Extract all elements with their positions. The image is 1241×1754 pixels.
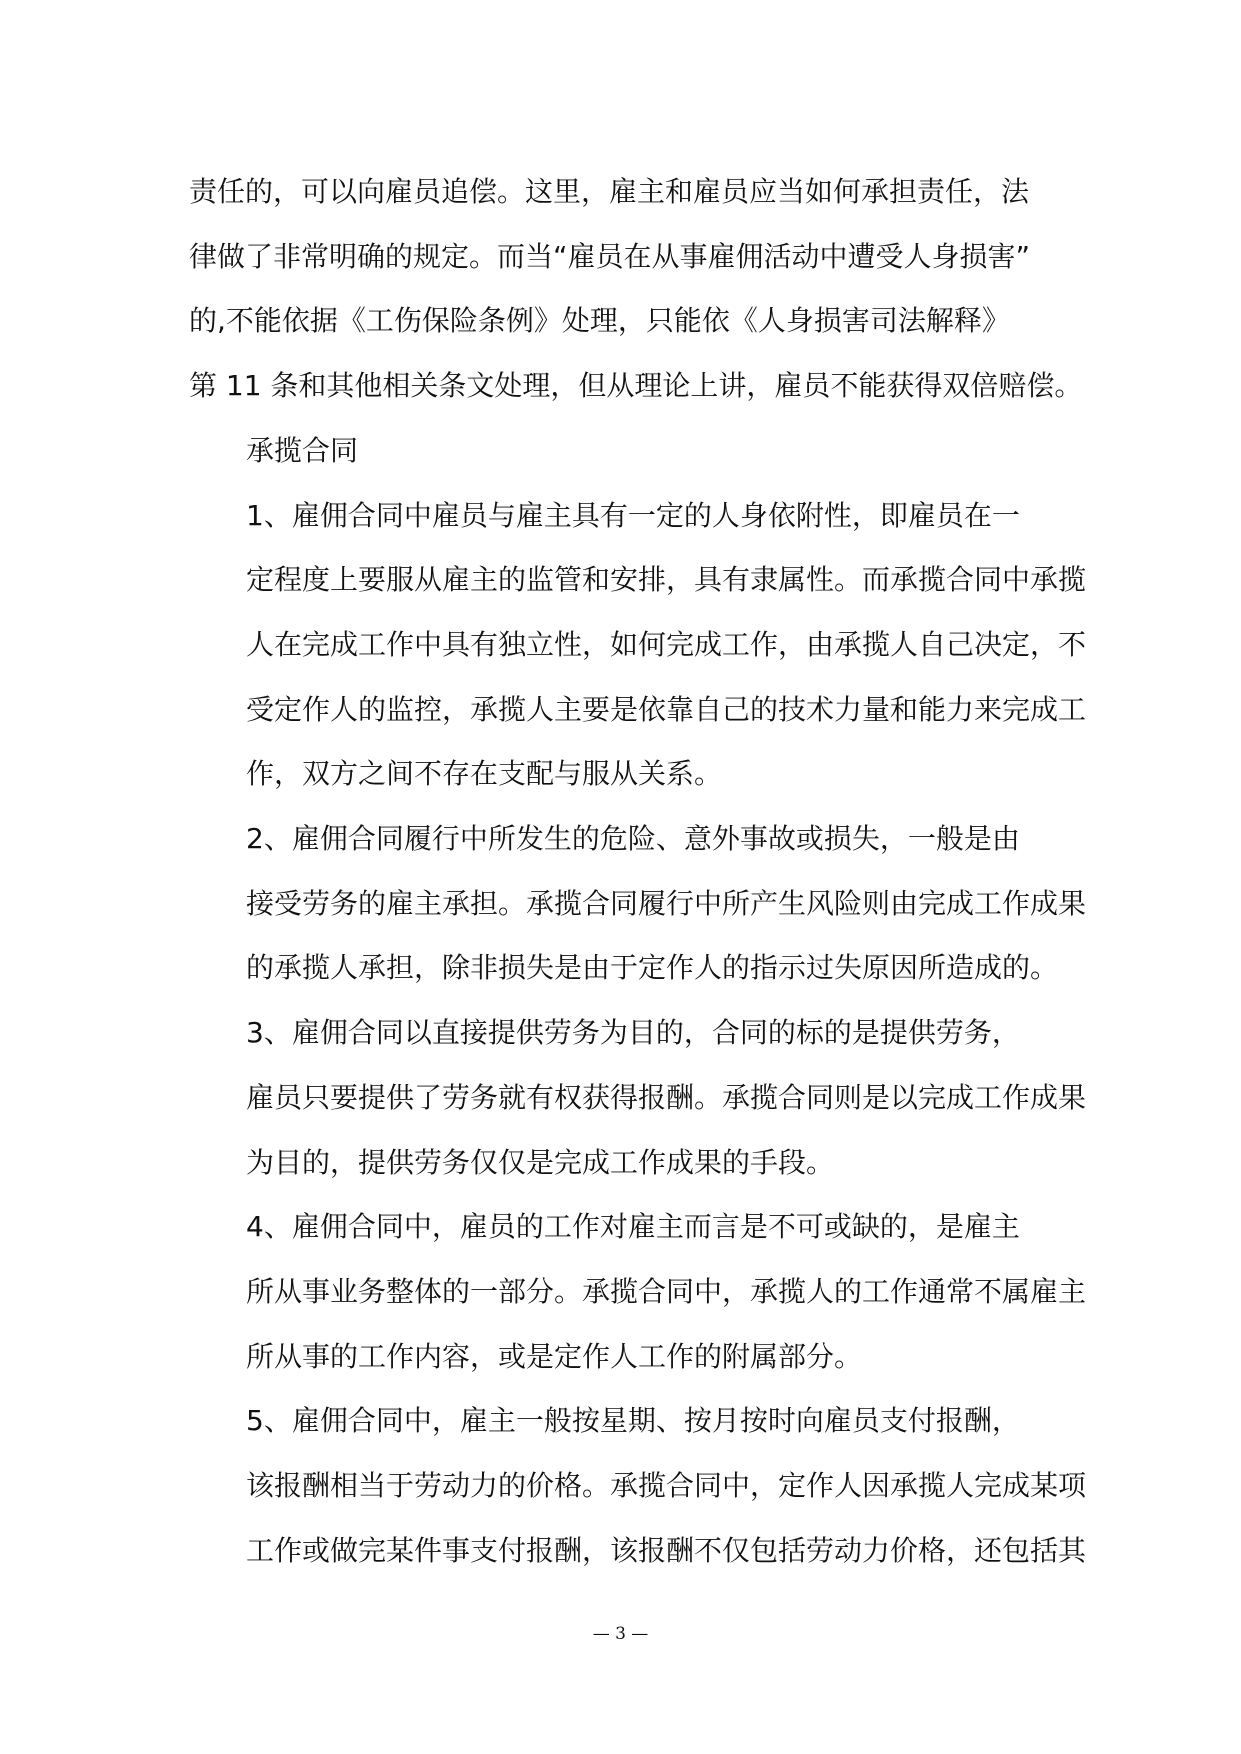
text-line: 第 11 条和其他相关条文处理，但从理论上讲，雇员不能获得双倍赔偿。 [189,369,1083,403]
text-line: 雇员只要提供了劳务就有权获得报酬。承揽合同则是以完成工作成果 [246,1080,1087,1114]
heading-text: 承揽合同 [246,433,359,467]
paragraph-continuation [189,160,1083,419]
text-line: 工作或做完某件事支付报酬，该报酬不仅包括劳动力价格，还包括其 [246,1533,1087,1567]
text-line: 所从事业务整体的一部分。承揽合同中，承揽人的工作通常不属雇主 [246,1274,1087,1308]
paragraph-point-5 [189,1389,1087,1583]
text-line: 的,不能依据《工伤保险条例》处理，只能依《人身损害司法解释》 [189,304,1010,338]
text-line: 1、雇佣合同中雇员与雇主具有一定的人身依附性，即雇员在一 [246,498,1020,532]
text-line: 定程度上要服从雇主的监管和安排，具有隶属性。而承揽合同中承揽 [246,563,1087,597]
paragraph-point-4 [189,1195,1087,1389]
text-line: 所从事的工作内容，或是定作人工作的附属部分。 [246,1339,863,1373]
document-body [189,160,1087,1583]
text-line: 为目的，提供劳务仅仅是完成工作成果的手段。 [246,1145,835,1179]
text-line: 人在完成工作中具有独立性，如何完成工作，由承揽人自己决定，不 [246,627,1087,661]
paragraph-point-2 [189,807,1087,1001]
text-line: 受定作人的监控，承揽人主要是依靠自己的技术力量和能力来完成工 [246,692,1087,726]
text-line: 该报酬相当于劳动力的价格。承揽合同中，定作人因承揽人完成某项 [246,1469,1087,1503]
text-line: 作，双方之间不存在支配与服从关系。 [246,757,723,791]
text-line: 5、雇佣合同中，雇主一般按星期、按月按时向雇员支付报酬， [246,1404,1020,1438]
paragraph-point-1 [189,484,1087,808]
text-line: 接受劳务的雇主承担。承揽合同履行中所产生风险则由完成工作成果 [246,886,1087,920]
text-line: 的承揽人承担，除非损失是由于定作人的指示过失原因所造成的。 [246,951,1059,985]
text-line: 2、雇佣合同履行中所发生的危险、意外事故或损失，一般是由 [246,822,1020,856]
text-line: 律做了非常明确的规定。而当“雇员在从事雇佣活动中遭受人身损害” [189,239,1031,273]
text-line: 4、雇佣合同中，雇员的工作对雇主而言是不可或缺的，是雇主 [246,1210,1020,1244]
text-line: 3、雇佣合同以直接提供劳务为目的，合同的标的是提供劳务， [246,1016,1020,1050]
text-line: 责任的，可以向雇员追偿。这里，雇主和雇员应当如何承担责任，法 [189,175,1030,208]
page-number: — 3 — [592,1624,649,1644]
section-heading [189,419,1059,484]
paragraph-point-3 [189,1001,1087,1195]
